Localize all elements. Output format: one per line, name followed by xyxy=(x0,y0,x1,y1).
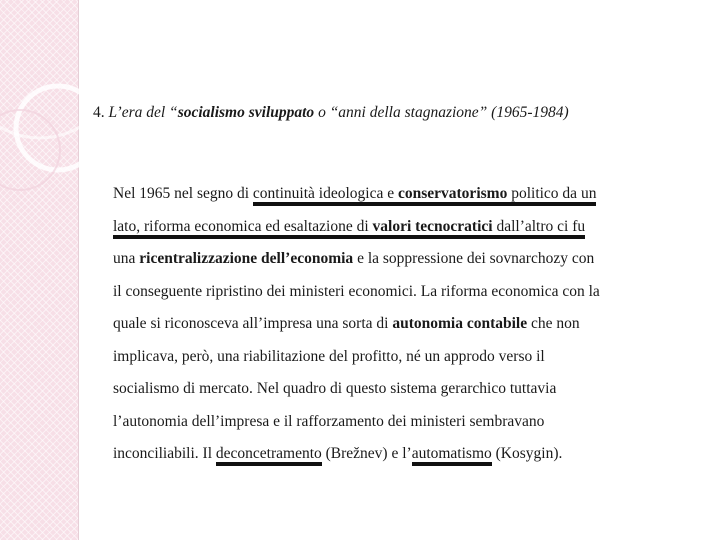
text-line: inconciliabili. Il deconcetramento (Brežnev) e l’automatismo (Kosygin). xyxy=(113,438,693,471)
slide-heading xyxy=(93,104,693,122)
bold-term: autonomia contabile xyxy=(392,315,528,332)
heading-number: 4. xyxy=(93,104,105,121)
text-line: l’autonomia dell’impresa e il rafforzamento dei ministeri sembravano xyxy=(113,412,545,430)
bold-term: conservatorismo xyxy=(398,185,507,206)
text-line: quale si riconosceva all’impresa una sorta di autonomia contabile che non xyxy=(113,315,580,332)
underlined-term: continuità ideologica xyxy=(253,185,383,206)
text-line: socialismo di mercato. Nel quadro di questo sistema gerarchico tuttavia xyxy=(113,380,557,397)
body-paragraph xyxy=(113,178,693,471)
text-line: implicava, però, una riabilitazione del profitto, né un approdo verso il xyxy=(113,347,545,365)
bold-term: ricentralizzazione dell’economia xyxy=(139,250,354,267)
text-line: Nel 1965 nel segno di continuità ideologica e conservatorismo politico da un xyxy=(113,178,693,211)
heading-bold: socialismo sviluppato xyxy=(177,104,315,121)
underlined-term: automatismo xyxy=(412,445,492,466)
heading-text: L’era del “socialismo sviluppato o “anni della stagnazione” (1965-1984) xyxy=(108,104,569,121)
text-line: una ricentralizzazione dell’economia e la soppressione dei sovnarchozy con xyxy=(113,250,595,267)
text-line: lato, riforma economica ed esaltazione di valori tecnocratici dall’altro ci fu xyxy=(113,211,693,244)
underlined-term: deconcetramento xyxy=(216,445,322,466)
decorative-sidebar xyxy=(0,0,79,540)
text-line: il conseguente ripristino dei ministeri economici. La riforma economica con la xyxy=(113,282,600,300)
bold-term: valori tecnocratici xyxy=(373,218,493,239)
